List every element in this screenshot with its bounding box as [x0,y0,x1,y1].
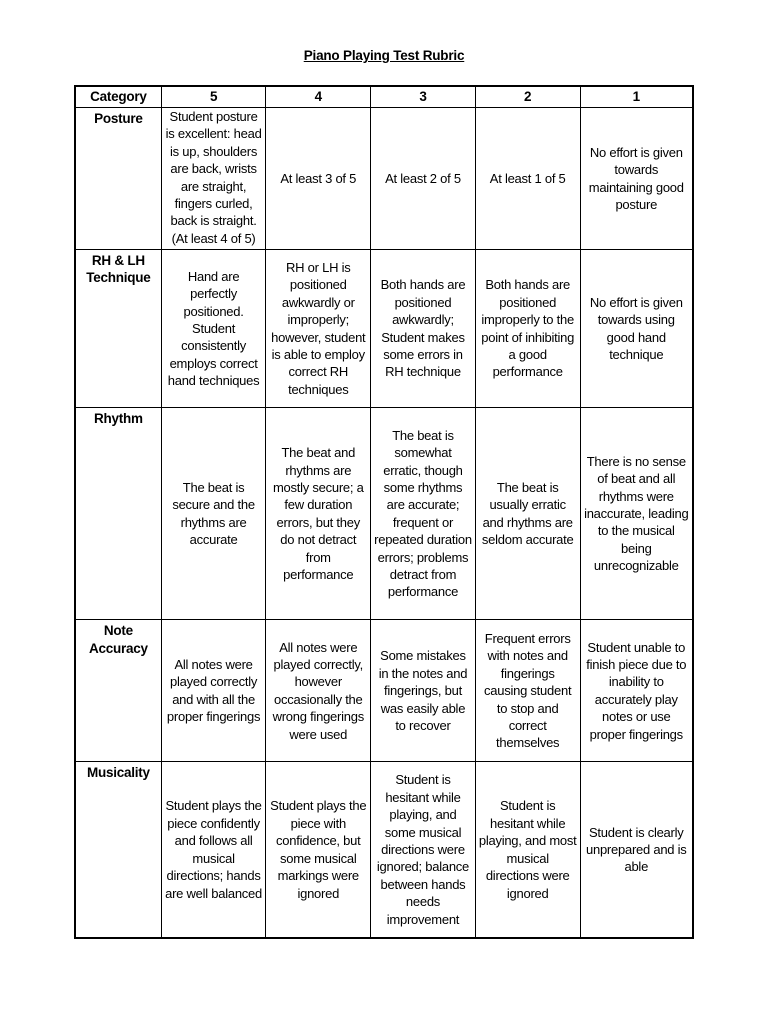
score-cell: Both hands are positioned improperly to the point of inhibiting a good performance [475,250,580,408]
score-cell: Frequent errors with notes and fingerings causing student to stop and correct themselves [475,620,580,762]
score-cell: RH or LH is positioned awkwardly or improperly; however, student is able to employ correct RH techniques [266,250,371,408]
score-cell: All notes were played correctly, however occasionally the wrong fingerings were used [266,620,371,762]
score-cell: No effort is given towards using good hand technique [580,250,693,408]
header-score-4: 4 [266,86,371,108]
score-cell: Both hands are positioned awkwardly; Student makes some errors in RH technique [371,250,476,408]
header-category: Category [75,86,161,108]
score-cell: At least 2 of 5 [371,108,476,250]
score-cell: Student is hesitant while playing, and most musical directions were ignored [475,762,580,938]
rubric-table [74,85,694,939]
header-score-3: 3 [371,86,476,108]
table-row-rhythm [75,408,693,620]
table-row-note-accuracy [75,620,693,762]
category-cell: RH & LH Technique [75,250,161,408]
score-cell: No effort is given towards maintaining good posture [580,108,693,250]
table-row-musicality [75,762,693,938]
score-cell: The beat is usually erratic and rhythms are seldom accurate [475,408,580,620]
score-cell: The beat is secure and the rhythms are accurate [161,408,266,620]
score-cell: Student is clearly unprepared and is able [580,762,693,938]
score-cell: Some mistakes in the notes and fingerings, but was easily able to recover [371,620,476,762]
header-score-5: 5 [161,86,266,108]
header-score-2: 2 [475,86,580,108]
document-title: Piano Playing Test Rubric [303,48,465,63]
header-row [75,86,693,108]
table-row-posture [75,108,693,250]
category-cell: Note Accuracy [75,620,161,762]
score-cell: The beat and rhythms are mostly secure; a few duration errors, but they do not detract from performance [266,408,371,620]
header-score-1: 1 [580,86,693,108]
table-row-technique [75,250,693,408]
score-cell: Student plays the piece with confidence, but some musical markings were ignored [266,762,371,938]
score-cell: Student is hesitant while playing, and some musical directions were ignored; balance between hands needs improvement [371,762,476,938]
category-cell: Rhythm [75,408,161,620]
score-cell: Student unable to finish piece due to inability to accurately play notes or use proper fingerings [580,620,693,762]
score-cell: At least 3 of 5 [266,108,371,250]
score-cell: All notes were played correctly and with all the proper fingerings [161,620,266,762]
category-cell: Posture [75,108,161,250]
category-cell: Musicality [75,762,161,938]
score-cell: Student plays the piece confidently and follows all musical directions; hands are well balanced [161,762,266,938]
score-cell: Hand are perfectly positioned. Student consistently employs correct hand techniques [161,250,266,408]
score-cell: Student posture is excellent: head is up, shoulders are back, wrists are straight, fingers curled, back is straight. (At least 4 of 5) [161,108,266,250]
score-cell: At least 1 of 5 [475,108,580,250]
score-cell: There is no sense of beat and all rhythms were inaccurate, leading to the musical being unrecognizable [580,408,693,620]
score-cell: The beat is somewhat erratic, though some rhythms are accurate; frequent or repeated duration errors; problems detract from performance [371,408,476,620]
